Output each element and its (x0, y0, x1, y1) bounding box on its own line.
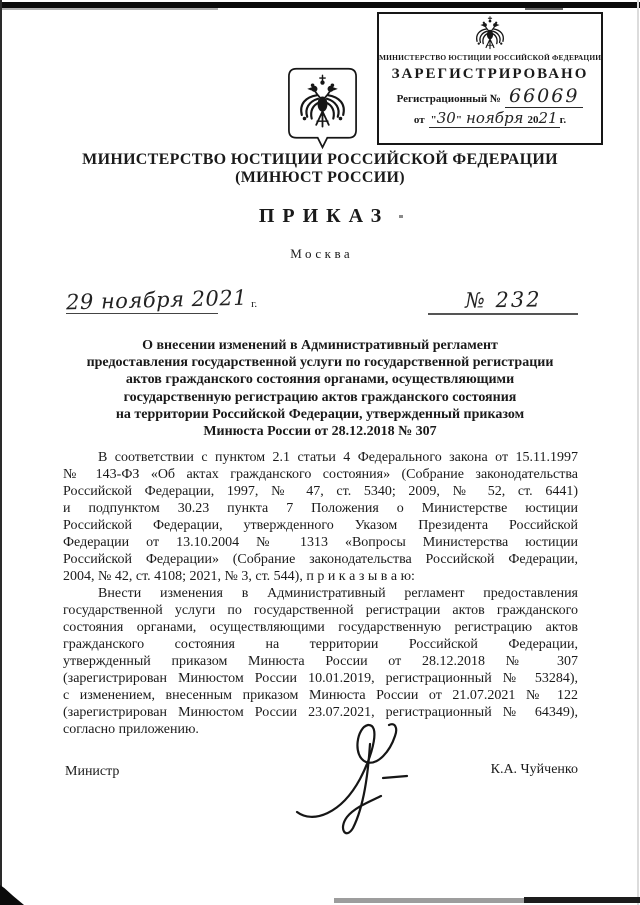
order-title-line: актов гражданского состояния органами, осуществляющими (125, 372, 515, 388)
body-line: Российской Федерации» (Собрание законодательства Российской Федерации, (63, 552, 578, 567)
stamp-date-open-quote: " (430, 114, 437, 126)
stamp-eagle-icon (468, 16, 512, 52)
document-type-title: ПРИКАЗ (258, 205, 390, 227)
body-line: (зарегистрирован Минюстом России 10.01.2019, регистрационный № 53284), (63, 671, 578, 686)
document-number-handwritten (428, 288, 578, 315)
body-line: 2004, № 42, ст. 4108; 2021, № 3, ст. 544), п р и к а з ы в а ю: (63, 569, 415, 584)
document-date-handwritten (65, 285, 258, 315)
body-line: № 143-ФЗ «Об актах гражданского состояния» (Собрание законодательства (63, 467, 578, 482)
organization-name-line1: МИНИСТЕРСТВО ЮСТИЦИИ РОССИЙСКОЙ ФЕДЕРАЦИИ (82, 151, 558, 168)
stamp-date-year-printed: 20 (527, 114, 539, 126)
order-title-line: Минюста России от 28.12.2018 № 307 (203, 424, 437, 440)
order-title-line: О внесении изменений в Административный регламент (142, 338, 498, 353)
scan-artifact-bottom-left-blob (0, 885, 24, 905)
stamp-date-month-handwritten: ноября (465, 109, 524, 127)
order-title-line: на территории Российской Федерации, утвержденный приказом (115, 406, 525, 422)
minister-label: Министр (65, 764, 120, 779)
stamp-registration-number-row (379, 85, 601, 107)
stamp-date-year-handwritten: 21 (538, 109, 558, 127)
minister-name: К.А. Чуйченко (490, 762, 578, 777)
date-handwritten-value: 29 ноября 2021 (65, 285, 248, 315)
order-title-line: государственную регистрацию актов гражданского состояния (123, 389, 517, 405)
body-line: Внести изменения в Административный регламент предоставления (98, 586, 578, 601)
body-line: государственной услуги по государственной регистрации актов гражданского (63, 603, 578, 618)
scan-artifact-bottom-gray-bar (334, 898, 526, 903)
order-title-line: предоставления государственной услуги по государственной регистрации (86, 355, 554, 371)
stamp-date-row (379, 109, 601, 128)
organization-name (0, 151, 640, 187)
stamp-date-close-quote: " (455, 114, 462, 126)
stamp-reg-label: Регистрационный № (396, 93, 501, 105)
body-line: В соответствии с пунктом 2.1 статьи 4 Федерального закона от 15.11.1997 (98, 450, 578, 465)
body-line: (зарегистрирован Минюстом России 23.07.2021, регистрационный № 64349), (63, 705, 578, 720)
document-city: Москва (290, 246, 354, 261)
body-line: с изменением, внесенным приказом Минюста России от 21.07.2021 № 122 (63, 688, 578, 703)
scan-artifact-top-dark-segment (525, 8, 563, 10)
stamp-date-from-label: от (413, 114, 425, 126)
coat-of-arms-emblem (287, 66, 358, 152)
body-line: состояния органами, осуществляющими государственную регистрацию актов (63, 620, 578, 635)
stamp-reg-number-handwritten: 66069 (505, 85, 583, 108)
scan-artifact-left-line (0, 0, 2, 905)
body-line: Российской Федерации, утвержденного Указом Президента Российской (63, 518, 578, 533)
date-year-suffix: г. (251, 298, 258, 310)
number-handwritten-value: № 232 (464, 287, 542, 313)
body-line: Российской Федерации, 1997, № 47, ст. 5340; 2009, № 52, ст. 6441) (63, 484, 578, 499)
stamp-date-day-handwritten: 30 (436, 109, 456, 127)
body-paragraph-1 (63, 449, 578, 585)
stamp-agency-name: МИНИСТЕРСТВО ЮСТИЦИИ РОССИЙСКОЙ ФЕДЕРАЦИИ (379, 53, 602, 62)
scan-artifact-top-gray-line (0, 8, 218, 10)
stamp-date-year-suffix: г. (559, 114, 567, 126)
scan-artifact-right-line (637, 0, 639, 905)
body-line: Федерации от 13.10.2004 № 1313 «Вопросы Министерства юстиции (63, 535, 578, 550)
scan-artifact-bottom-black-bar (524, 897, 640, 903)
stamp-registered-label: ЗАРЕГИСТРИРОВАНО (391, 66, 589, 82)
body-line: согласно приложению. (63, 722, 199, 737)
body-line: и подпунктом 30.23 пункта 7 Положения о Министерстве юстиции (63, 501, 578, 516)
body-line: гражданского состояния на территории Российской Федерации, (63, 637, 578, 652)
minister-signature (283, 716, 428, 838)
body-line: утвержденный приказом Минюста России от 28.12.2018 № 307 (63, 654, 578, 669)
registration-stamp (377, 12, 603, 145)
order-title (40, 337, 600, 440)
organization-name-line2: (МИНЮСТ РОССИИ) (235, 169, 405, 186)
